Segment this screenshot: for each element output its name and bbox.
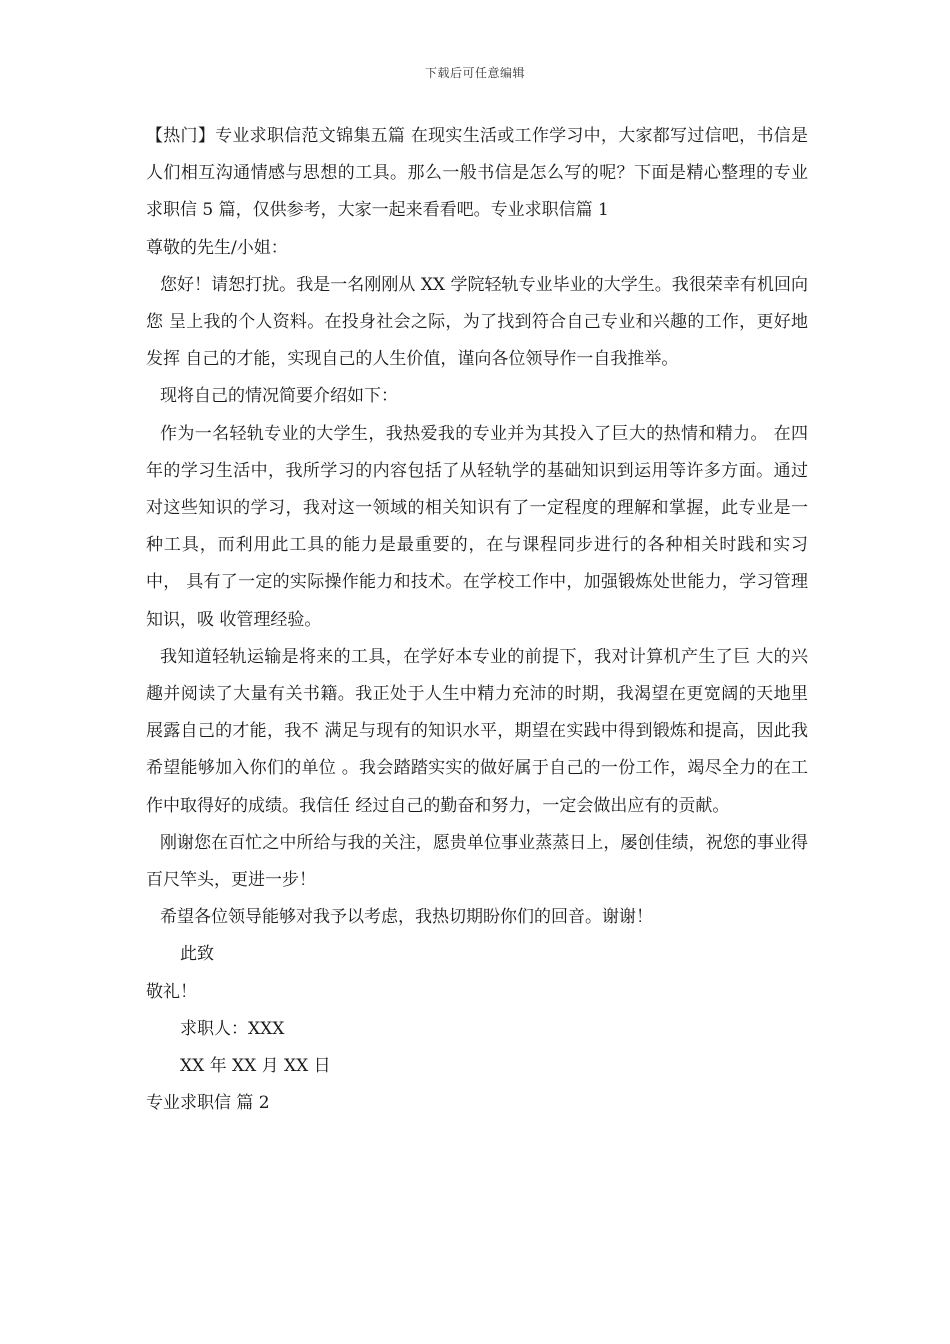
body-paragraph-study: 作为一名轻轨专业的大学生，我热爱我的专业并为其投入了巨大的热情和精力。 在四年的学习生活中，我所学习的内容包括了从轻轨学的基础知识到运用等许多方面。通过对这些知识的学习，我对这一领域的相关知识有了一定程度的理解和掌握，此专业是一 种工具，而利用此工具的能力是最重要的，在与课程同步进行的各种相关时践和实习中， 具有了一定的实际操作能力和技术。在学校工作中，加强锻炼处世能力，学习管理知识，吸 收管理经验。	[146, 423, 808, 630]
closing-jing-li: 敬礼！	[146, 981, 197, 1002]
letter-body	[146, 118, 808, 1122]
intro-paragraph: 【热门】专业求职信范文锦集五篇 在现实生活或工作学习中，大家都写过信吧，书信是人们相互沟通情感与思想的工具。那么一般书信是怎么写的呢？下面是精心整理的专业求职信 5 篇，仅供参考，大家一起来看看吧。专业求职信篇 1	[146, 126, 808, 221]
signer-line: 求职人：XXX	[180, 1018, 285, 1039]
closing-ci-zhi: 此致	[180, 944, 214, 965]
body-paragraph-ambition: 我知道轻轨运输是将来的工具，在学好本专业的前提下，我对计算机产生了巨 大的兴趣并阅读了大量有关书籍。我正处于人生中精力充沛的时期，我渴望在更宽阔的天地里展露自己的才能，我不 满足与现有的知识水平，期望在实践中得到锻炼和提高，因此我希望能够加入你们的单位 。我会踏踏实实的做好属于自己的一份工作，竭尽全力的在工作中取得好的成绩。我信任 经过自己的勤奋和努力，一定会做出应有的贡献。	[146, 646, 808, 816]
body-paragraph-greeting: 您好！请恕打扰。我是一名刚刚从 XX 学院轻轨专业毕业的大学生。我很荣幸有机回向您 呈上我的个人资料。在投身社会之际，为了找到符合自己专业和兴趣的工作，更好地发挥 自己的才能，实现自己的人生价值，谨向各位领导作一自我推举。	[146, 274, 808, 370]
body-paragraph-intro-line: 现将自己的情况简要介绍如下：	[160, 386, 398, 407]
salutation: 尊敬的先生/小姐：	[146, 237, 288, 258]
date-line: XX 年 XX 月 XX 日	[180, 1056, 331, 1077]
body-paragraph-thanks: 刚谢您在百忙之中所给与我的关注，愿贵单位事业蒸蒸日上，屡创佳绩，祝您的事业得百尺竿头，更进一步！	[146, 832, 808, 891]
page-header-note: 下载后可任意编辑	[424, 66, 525, 80]
body-paragraph-hope: 希望各位领导能够对我予以考虑，我热切期盼你们的回音。谢谢！	[160, 907, 653, 928]
next-letter-heading: 专业求职信 篇 2	[146, 1093, 270, 1114]
